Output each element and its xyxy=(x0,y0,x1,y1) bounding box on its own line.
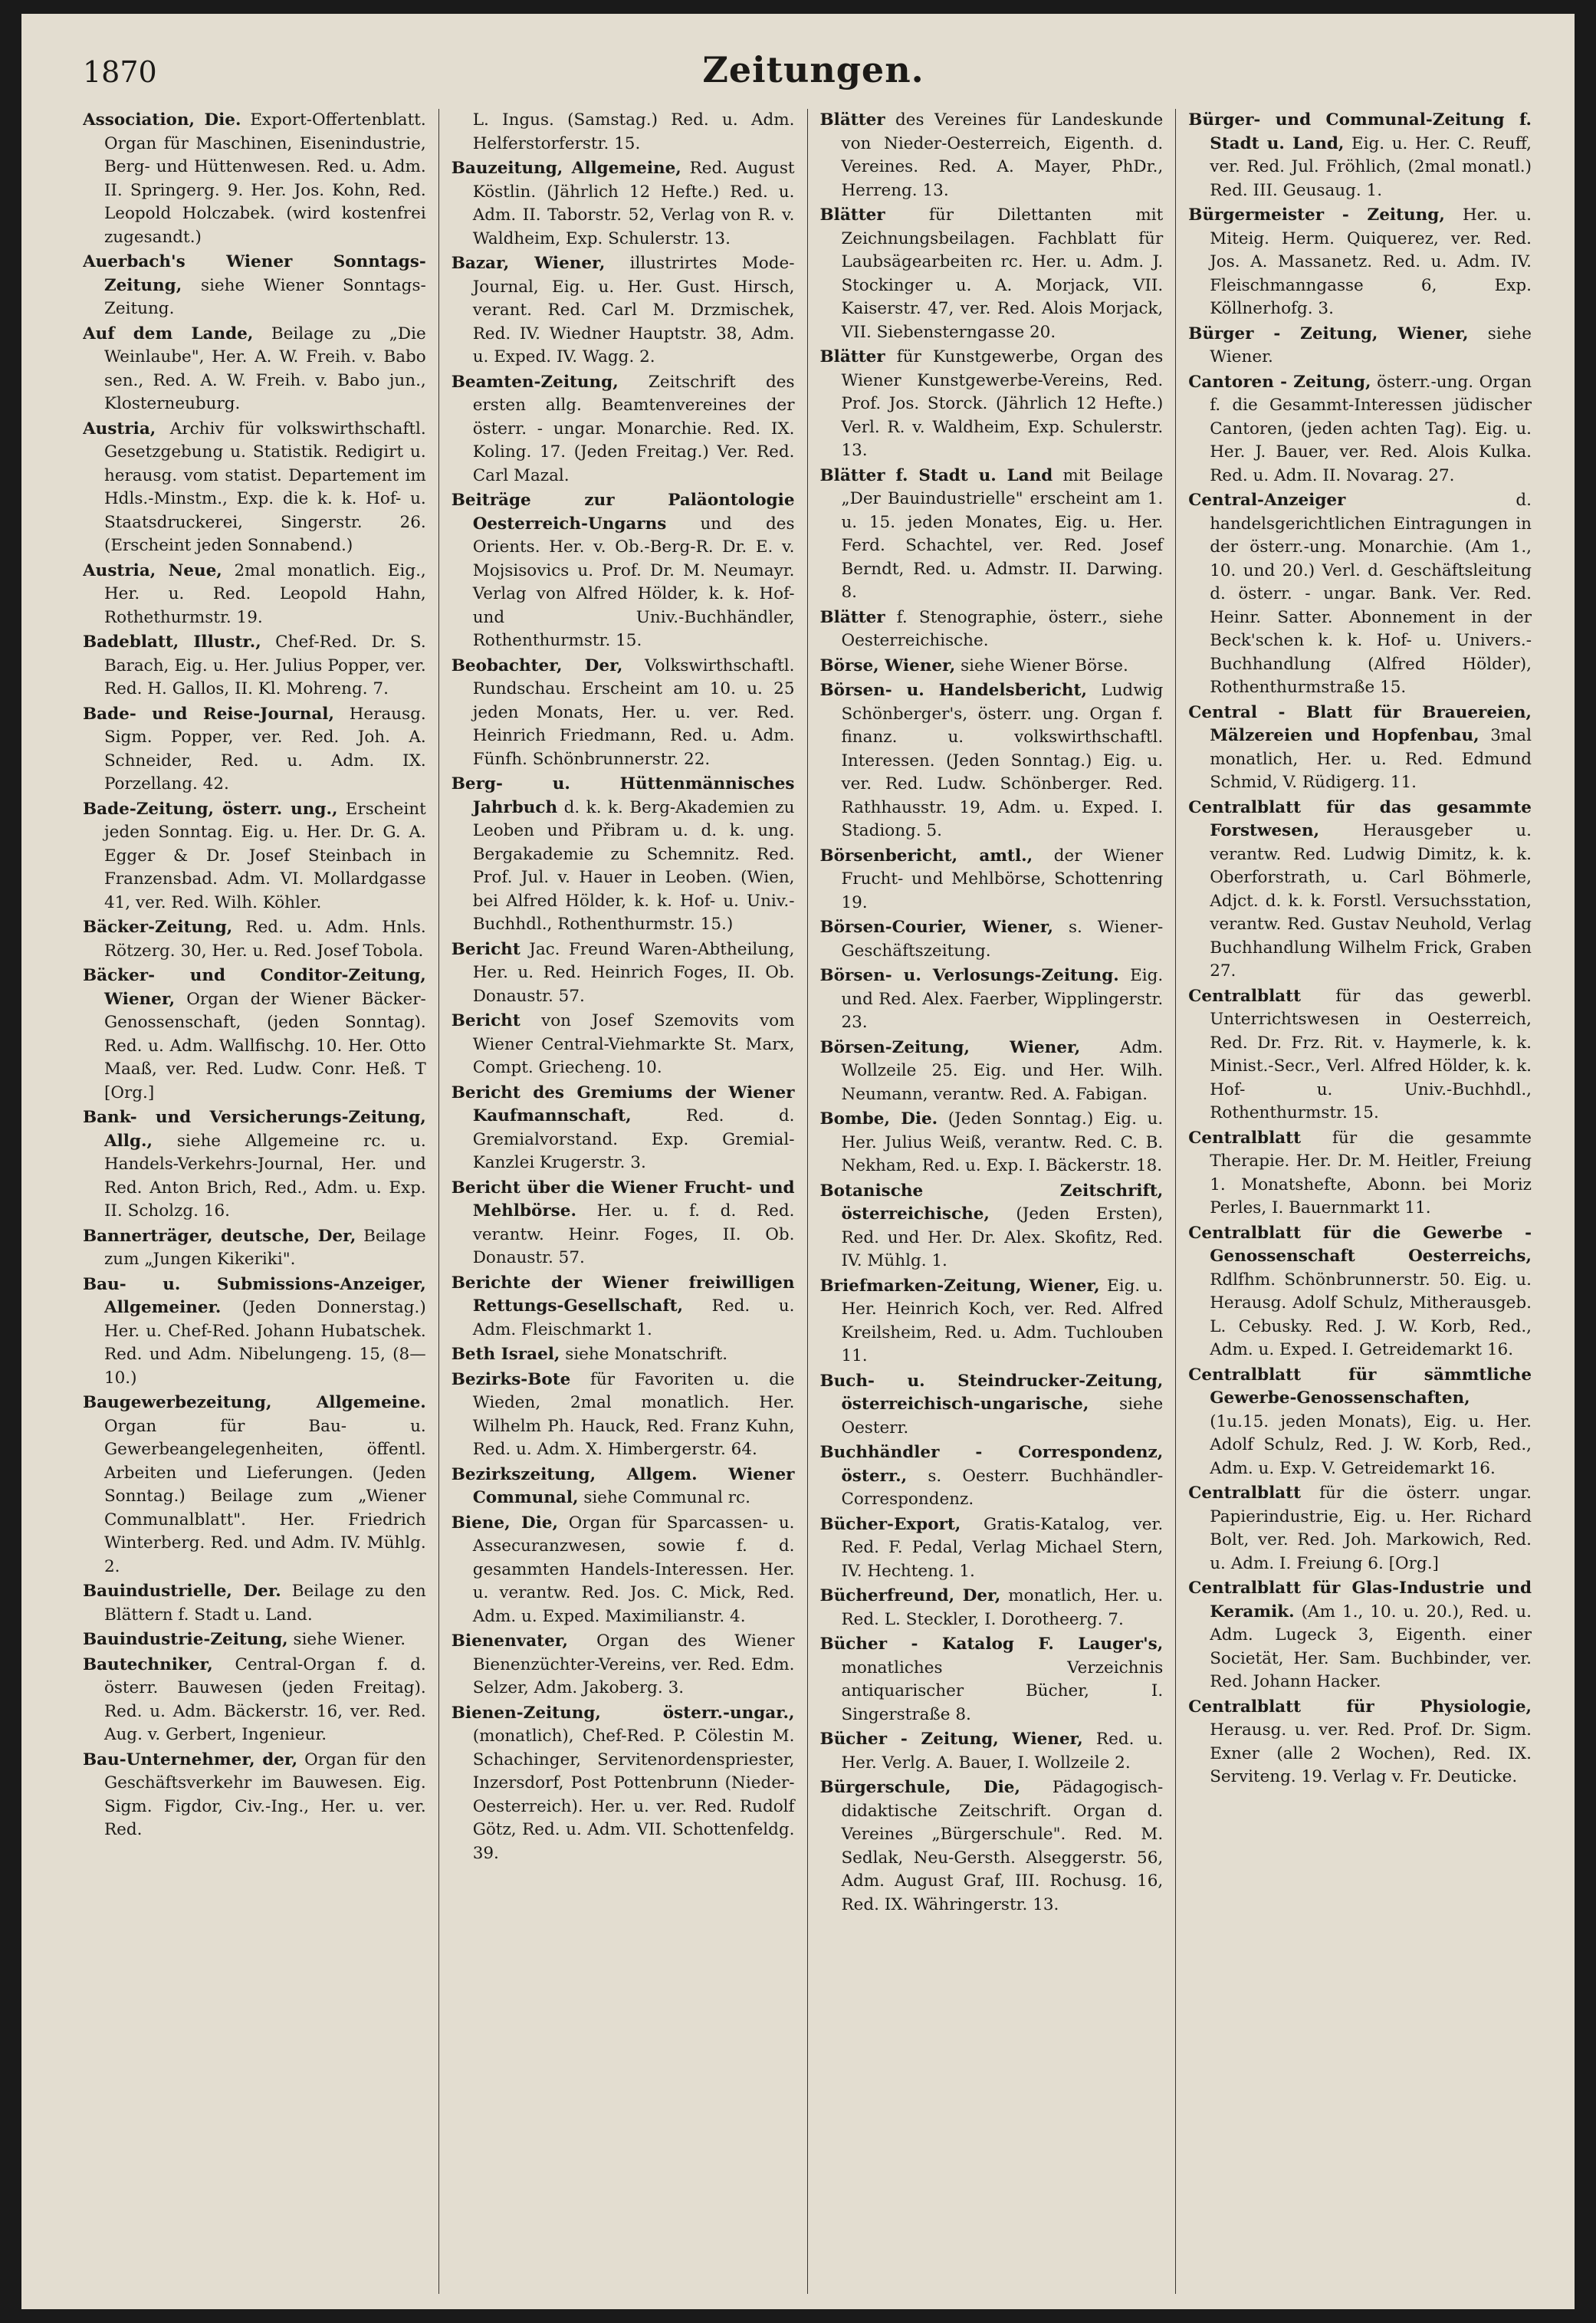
directory-entry xyxy=(452,489,795,653)
directory-entry xyxy=(820,655,1164,678)
entry-text: für Kunstgewerbe, Organ des Wiener Kunstgewerbe-Vereins, Red. Prof. Jos. Storck. (Jährlich 12 Hefte.) Verl. R. v. Waldheim, Exp. Schulerstr. 13. xyxy=(841,347,1164,460)
entry-headword: Bauindustrielle, Der. xyxy=(83,1582,281,1601)
entry-headword: Bade-Zeitung, österr. ung., xyxy=(83,799,338,819)
entry-text: (Jeden Ersten), Red. und Her. Dr. Alex. Skofitz, Red. IV. Mühlg. 1. xyxy=(841,1204,1164,1270)
entry-text: Eig. u. Her. C. Reuff, ver. Red. Jul. Fröhlich, (2mal monatl.) Red. III. Geusaug. 1. xyxy=(1210,133,1532,200)
entry-headword: Centralblatt xyxy=(1188,1484,1302,1503)
entry-text: Ludwig Schönberger's, österr. ung. Organ f. finanz. u. volkswirthschaftl. Interessen. (Jeden Sonntag.) Eig. u. ver. Red. Ludw. Schönberger. Red. Rathhausstr. 19, Adm. u. Exped. I. Stadiong. 5. xyxy=(841,681,1164,840)
entry-headword: Bannerträger, deutsche, Der, xyxy=(83,1226,356,1246)
entry-text: siehe Communal rc. xyxy=(583,1488,750,1507)
entry-headword: Bürgermeister - Zeitung, xyxy=(1188,205,1445,225)
entry-headword: Bericht xyxy=(451,1011,521,1030)
directory-entry xyxy=(820,204,1164,344)
entry-headword: Bienen-Zeitung, österr.-ungar., xyxy=(451,1703,795,1723)
entry-text: Red. u. Adm. Fleischmarkt 1. xyxy=(472,1296,795,1339)
directory-entry xyxy=(1188,1222,1532,1362)
entry-text: Zeitschrift des ersten allg. Beamtenvereines der österr. - ungar. Monarchie. Red. IX. Koling. 17. (Jeden Freitag.) Ver. Red. Carl Mazal. xyxy=(472,372,795,485)
entry-headword: Blätter xyxy=(819,347,885,366)
directory-entry xyxy=(1188,323,1532,370)
directory-entry xyxy=(820,1180,1164,1273)
entry-text: Pädagogisch-didaktische Zeitschrift. Organ d. Vereines „Bürgerschule". Red. M. Sedlak, Neu-Gersth. Alseggerstr. 56, Adm. August Graf, III. Rochusg. 16, Red. IX. Währingerstr. 13. xyxy=(841,1778,1164,1914)
entry-text: für Favoriten u. die Wieden, 2mal monatlich. Her. Wilhelm Ph. Hauck, Red. Franz Kuhn, Red. u. Adm. X. Himbergerstr. 64. xyxy=(472,1369,795,1459)
entry-text: Her. u. Miteig. Herm. Quiquerez, ver. Red. Jos. A. Massanetz. Red. u. Adm. IV. Fleischmanngasse 6, Exp. Köllnerhofg. 3. xyxy=(1210,205,1532,318)
directory-entry xyxy=(820,1728,1164,1775)
directory-entry xyxy=(820,1513,1164,1584)
entry-headword: Austria, Neue, xyxy=(83,560,222,580)
entry-text: Organ für Sparcassen- u. Assecuranzwesen, sowie f. d. gesammten Handels-Interessen. Her. u. verantw. Red. Jos. C. Mick, Red. Adm. u. Exped. Maximilianstr. 4. xyxy=(472,1513,795,1626)
entry-text: L. Ingus. (Samstag.) Red. u. Adm. Helferstorferstr. 15. xyxy=(472,110,795,153)
entry-headword: Centralblatt für die Gewerbe - Genossenschaft Oesterreichs, xyxy=(1188,1223,1532,1266)
entry-text: für die österr. ungar. Papierindustrie, Eig. u. Her. Richard Bolt, ver. Red. Joh. Markowich, Red. u. Adm. I. Freiung 6. [Org.] xyxy=(1210,1484,1532,1573)
entry-headword: Bauzeitung, Allgemeine, xyxy=(451,159,681,178)
entry-headword: Bericht über die Wiener Frucht- und Mehlbörse. xyxy=(451,1178,795,1221)
directory-entry xyxy=(1188,1482,1532,1576)
entry-text: Organ des Wiener Bienenzüchter-Vereins, ver. Red. Edm. Selzer, Adm. Jakoberg. 3. xyxy=(472,1631,795,1697)
entry-headword: Buch- u. Steindrucker-Zeitung, österreichisch-ungarische, xyxy=(819,1371,1164,1414)
entry-text: siehe Monatschrift. xyxy=(565,1345,728,1364)
directory-entry xyxy=(83,251,426,321)
directory-entry xyxy=(83,1749,426,1842)
entry-text: siehe Wiener. xyxy=(293,1630,406,1649)
entry-text: siehe Allgemeine rc. u. Handels-Verkehrs-Journal, Her. und Red. Anton Brich, Red., Adm. u. Exp. II. Scholzg. 16. xyxy=(103,1131,426,1221)
directory-entry xyxy=(83,1106,426,1224)
directory-entry xyxy=(83,1273,426,1391)
entry-headword: Beiträge zur Paläontologie Oesterreich-Ungarns xyxy=(451,491,795,534)
directory-entry xyxy=(452,655,795,772)
entry-text: für das gewerbl. Unterrichtswesen in Oesterreich, Red. Dr. Frz. Rit. v. Haymerle, k. k. Minist.-Secr., Verl. Alfred Hölder, k. k. Hof- u. Univ.-Buchhdl., Rothenthurmstr. 15. xyxy=(1210,986,1532,1122)
directory-entry xyxy=(1188,371,1532,488)
directory-entry xyxy=(452,1010,795,1080)
directory-entry xyxy=(1188,1696,1532,1789)
entry-headword: Bienenvater, xyxy=(451,1631,568,1651)
entry-text: Organ für Bau- u. Gewerbeangelegenheiten, öffentl. Arbeiten und Lieferungen. (Jeden Sonntag.) Beilage zum „Wiener Communalblatt". Her. Friedrich Winterberg. Red. und Adm. IV. Mühlg. 2. xyxy=(103,1416,426,1576)
entry-headword: Bauindustrie-Zeitung, xyxy=(83,1630,288,1649)
entry-text: Herausgeber u. verantw. Red. Ludwig Dimitz, k. k. Oberforstrath, u. Carl Böhmerle, Adjct. d. k. k. Forstl. Versuchsstation, verantw. Red. Gustav Neuhold, Verlag Buchhandlung Wilhelm Frick, Graben 27. xyxy=(1210,821,1532,981)
entry-text: Beilage zu den Blättern f. Stadt u. Land. xyxy=(103,1582,426,1625)
entry-headword: Börsenbericht, amtl., xyxy=(819,846,1033,866)
entry-text: Red. u. Adm. Hnls. Rötzerg. 30, Her. u. Red. Josef Tobola. xyxy=(103,918,426,961)
entry-text: (1u.15. jeden Monats), Eig. u. Her. Adolf Schulz, Red. J. W. Korb, Red., Adm. u. Exp. V. Getreidemarkt 16. xyxy=(1210,1411,1532,1478)
entry-headword: Auf dem Lande, xyxy=(83,324,254,343)
entry-text: siehe Wiener. xyxy=(1210,324,1532,366)
entry-text: Her. u. f. d. Red. verantw. Heinr. Foges, II. Ob. Donaustr. 57. xyxy=(472,1201,795,1267)
column-2 xyxy=(438,109,807,2294)
directory-entry xyxy=(83,916,426,963)
directory-entry xyxy=(452,1702,795,1866)
entry-text: Gratis-Katalog, ver. Red. F. Pedal, Verlag Michael Stern, IV. Hechteng. 1. xyxy=(841,1514,1164,1581)
entry-headword: Bücher-Export, xyxy=(819,1514,961,1534)
entry-text: Red. d. Gremialvorstand. Exp. Gremial-Kanzlei Krugerstr. 3. xyxy=(472,1106,795,1172)
column-4 xyxy=(1175,109,1544,2294)
entry-text: des Vereines für Landeskunde von Nieder-Oesterreich, Eigenth. d. Vereines. Red. A. Mayer, PhDr., Herreng. 13. xyxy=(841,110,1164,200)
entry-text: monatliches Verzeichnis antiquarischer Bücher, I. Singerstraße 8. xyxy=(841,1658,1164,1724)
directory-entry xyxy=(452,1177,795,1270)
directory-entry xyxy=(820,465,1164,605)
entry-headword: Bäcker-Zeitung, xyxy=(83,918,233,937)
entry-text: monatlich, Her. u. Red. L. Steckler, I. Dorotheerg. 7. xyxy=(841,1586,1164,1629)
entry-text: Adm. Wollzeile 25. Eig. und Her. Wilh. Neumann, verantw. Red. A. Fabigan. xyxy=(841,1037,1164,1104)
entry-headword: Bericht des Gremiums der Wiener Kaufmannschaft, xyxy=(451,1083,795,1125)
directory-entry xyxy=(1188,1127,1532,1221)
entry-text: Herausg. Sigm. Popper, ver. Red. Joh. A. Schneider, Red. u. Adm. IX. Porzellang. 42. xyxy=(103,704,426,794)
directory-entry xyxy=(1188,109,1532,202)
page-number: 1870 xyxy=(83,55,157,89)
entry-headword: Berichte der Wiener freiwilligen Rettungs-Gesellschaft, xyxy=(451,1273,795,1316)
directory-entry xyxy=(1188,204,1532,321)
entry-headword: Bau-Unternehmer, der, xyxy=(83,1750,298,1769)
directory-entry xyxy=(83,418,426,558)
directory-entry xyxy=(820,346,1164,463)
entry-headword: Börse, Wiener, xyxy=(819,656,956,675)
entry-headword: Association, Die. xyxy=(83,110,241,130)
entry-headword: Bürger- und Communal-Zeitung f. Stadt u. Land, xyxy=(1188,110,1532,153)
directory-entry xyxy=(83,109,426,249)
entry-headword: Austria, xyxy=(83,419,156,439)
directory-entry xyxy=(83,631,426,702)
directory-entry xyxy=(83,1225,426,1272)
entry-text: der Wiener Frucht- und Mehlbörse, Schottenring 19. xyxy=(841,846,1164,912)
entry-headword: Centralblatt für sämmtliche Gewerbe-Genossenschaften, xyxy=(1188,1365,1532,1408)
entry-headword: Blätter xyxy=(819,110,885,130)
directory-entry xyxy=(1188,489,1532,700)
entry-headword: Bau- u. Submissions-Anzeiger, Allgemeiner. xyxy=(83,1274,426,1317)
directory-entry xyxy=(452,773,795,937)
entry-text: d. handelsgerichtlichen Eintragungen in der österr.-ung. Monarchie. (Am 1., 10. und 20.) Verl. d. Geschäftsleitung d. österr. - ungar. Bank. Ver. Red. Heinr. Satter. Abonnement in der Beck'schen k. k. Hof- u. Univers.-Buchhandlung (Alfred Hölder), Rothenthurmstraße 15. xyxy=(1210,491,1532,697)
entry-text: Jac. Freund Waren-Abtheilung, Her. u. Red. Heinrich Foges, II. Ob. Donaustr. 57. xyxy=(472,939,795,1006)
entry-headword: Bäcker- und Conditor-Zeitung, Wiener, xyxy=(83,966,426,1009)
entry-text: Red. August Köstlin. (Jährlich 12 Hefte.) Red. u. Adm. II. Taborstr. 52, Verlag von R. v. Waldheim, Exp. Schulerstr. 13. xyxy=(472,159,795,248)
entry-headword: Biene, Die, xyxy=(451,1513,558,1533)
entry-headword: Centralblatt für Glas-Industrie und Keramik. xyxy=(1188,1579,1532,1622)
directory-entry xyxy=(83,1654,426,1747)
entry-text: (Am 1., 10. u. 20.), Red. u. Adm. Lugeck 3, Eigenth. einer Societät, Her. Sam. Buchbinder, ver. Red. Johann Hacker. xyxy=(1210,1602,1532,1691)
entry-headword: Bezirkszeitung, Allgem. Wiener Communal, xyxy=(451,1464,795,1507)
directory-entry xyxy=(820,109,1164,202)
directory-entry xyxy=(1188,1364,1532,1481)
entry-headword: Börsen- u. Handelsbericht, xyxy=(819,681,1087,700)
entry-headword: Bank- und Versicherungs-Zeitung, Allg., xyxy=(83,1108,426,1151)
entry-text: siehe Wiener Sonntags-Zeitung. xyxy=(103,275,426,318)
entry-headword: Bombe, Die. xyxy=(819,1109,938,1129)
entry-text: Beilage zu „Die Weinlaube", Her. A. W. Freih. v. Babo sen., Red. A. W. Freih. v. Babo jun., Klosterneuburg. xyxy=(103,324,426,413)
entry-headword: Blätter f. Stadt u. Land xyxy=(819,465,1053,485)
entry-headword: Central-Anzeiger xyxy=(1188,491,1346,510)
page-header xyxy=(83,49,1544,109)
entry-headword: Blätter xyxy=(819,205,885,225)
directory-entry xyxy=(820,1585,1164,1631)
entry-text: s. Wiener-Geschäftszeitung. xyxy=(841,918,1164,961)
directory-entry xyxy=(820,916,1164,963)
entry-headword: Bazar, Wiener, xyxy=(451,254,606,273)
entry-text: (monatlich), Chef-Red. P. Cölestin M. Schachinger, Servitenordenspriester, Inzersdorf, Post Pottenbrunn (Nieder-Oesterreich). Her. u. ver. Red. Rudolf Götz, Red. u. Adm. VII. Schottenfeldg. 39. xyxy=(472,1727,795,1863)
directory-entry xyxy=(452,157,795,251)
directory-entry xyxy=(83,964,426,1105)
directory-entry xyxy=(452,109,795,156)
directory-entry xyxy=(83,560,426,630)
entry-headword: Beth Israel, xyxy=(451,1345,560,1364)
directory-entry xyxy=(452,1082,795,1175)
entry-headword: Auerbach's Wiener Sonntags-Zeitung, xyxy=(83,252,426,295)
entry-headword: Briefmarken-Zeitung, Wiener, xyxy=(819,1276,1100,1296)
directory-entry xyxy=(820,845,1164,915)
directory-entry xyxy=(452,371,795,488)
entry-headword: Bücher - Zeitung, Wiener, xyxy=(819,1730,1083,1749)
directory-entry xyxy=(820,1441,1164,1512)
entry-headword: Centralblatt für Physiologie, xyxy=(1188,1697,1532,1717)
entry-headword: Badeblatt, Illustr., xyxy=(83,632,261,652)
entry-headword: Centralblatt für das gesammte Forstwesen, xyxy=(1188,797,1532,840)
column-1 xyxy=(83,109,438,2294)
entry-headword: Berg- u. Hüttenmännisches Jahrbuch xyxy=(451,774,795,817)
directory-entry xyxy=(820,1037,1164,1107)
entry-text: mit Beilage „Der Bauindustrielle" erscheint am 1. u. 15. jeden Monates, Eig. u. Her. Ferd. Schachtel, ver. Red. Josef Berndt, Red. u. Admstr. II. Darwing. 8. xyxy=(841,465,1164,602)
directory-entry xyxy=(820,1275,1164,1368)
entry-headword: Bericht xyxy=(451,939,521,959)
directory-entry xyxy=(820,1108,1164,1178)
entry-text: Export-Offertenblatt. Organ für Maschinen, Eisenindustrie, Berg- und Hüttenwesen. Red. u. Adm. II. Springerg. 9. Her. Jos. Kohn, Red. Leopold Holczabek. (wird kostenfrei zugesandt.) xyxy=(103,110,426,247)
directory-entry xyxy=(1188,985,1532,1125)
directory-entry xyxy=(452,1343,795,1367)
directory-entry xyxy=(452,1272,795,1342)
entry-text: Rdlfhm. Schönbrunnerstr. 50. Eig. u. Herausg. Adolf Schulz, Mitherausgeb. L. Cebusky. Red. J. W. Korb, Red., Adm. u. Exped. I. Getreidemarkt 16. xyxy=(1210,1270,1532,1359)
entry-text: Organ der Wiener Bäcker-Genossenschaft, (jeden Sonntag). Red. u. Adm. Wallfischg. 10. Her. Otto Maaß, ver. Red. Ludw. Conr. Heß. T [Org.] xyxy=(103,989,426,1102)
entry-headword: Bezirks-Bote xyxy=(451,1369,571,1389)
directory-entry xyxy=(83,1580,426,1627)
directory-entry xyxy=(452,938,795,1009)
directory-entry xyxy=(452,1464,795,1510)
directory-entry xyxy=(820,679,1164,843)
entry-text: Red. u. Her. Verlg. A. Bauer, I. Wollzeile 2. xyxy=(841,1730,1164,1773)
entry-text: Erscheint jeden Sonntag. Eig. u. Her. Dr. G. A. Egger & Dr. Josef Steinbach in Franzensbad. Adm. VI. Mollardgasse 41, ver. Red. Wilh. Köhler. xyxy=(103,799,426,912)
directory-entry xyxy=(83,1392,426,1579)
entry-headword: Börsen-Courier, Wiener, xyxy=(819,918,1053,937)
directory-entry xyxy=(83,323,426,416)
entry-text: für die gesammte Therapie. Her. Dr. M. Heitler, Freiung 1. Monatshefte, Abonn. bei Moriz Perles, I. Bauernmarkt 11. xyxy=(1210,1128,1532,1217)
directory-entry xyxy=(820,606,1164,653)
directory-entry xyxy=(452,1512,795,1629)
entry-text: 3mal monatlich, Her. u. Red. Edmund Schmid, V. Rüdigerg. 11. xyxy=(1210,726,1532,792)
entry-text: Volkswirthschaftl. Rundschau. Erscheint am 10. u. 25 jeden Monats, Her. u. ver. Red. Heinrich Friedmann, Red. u. Adm. Fünfh. Schönbrunnerstr. 22. xyxy=(472,656,795,769)
entry-headword: Bürger - Zeitung, Wiener, xyxy=(1188,324,1469,343)
entry-text: Herausg. u. ver. Red. Prof. Dr. Sigm. Exner (alle 2 Wochen), Red. IX. Serviteng. 19. Verlag v. Fr. Deuticke. xyxy=(1210,1720,1532,1786)
entry-text: Archiv für volkswirthschaftl. Gesetzgebung u. Statistik. Redigirt u. herausg. vom statist. Departement im Hdls.-Minstm., Exp. die k. k. Hof- u. Staatsdruckerei, Singerstr. 26. (Erscheint jeden Sonnabend.) xyxy=(103,419,426,555)
entry-headword: Beobachter, Der, xyxy=(451,656,623,675)
entry-text: Chef-Red. Dr. S. Barach, Eig. u. Her. Julius Popper, ver. Red. H. Gallos, II. Kl. Mohreng. 7. xyxy=(103,632,426,698)
entry-headword: Bade- und Reise-Journal, xyxy=(83,704,334,724)
directory-entry xyxy=(1188,1577,1532,1694)
entry-headword: Bücherfreund, Der, xyxy=(819,1586,1001,1605)
columns xyxy=(83,109,1544,2294)
entry-headword: Bürgerschule, Die, xyxy=(819,1778,1020,1797)
directory-page xyxy=(21,14,1575,2309)
column-3 xyxy=(807,109,1176,2294)
entry-text: für Dilettanten mit Zeichnungsbeilagen. Fachblatt für Laubsägearbeiten rc. Her. u. Adm. J. Stockinger u. A. Morjack, VII. Kaiserstr. 47, ver. Red. Alois Morjack, VII. Siebensterngasse 20. xyxy=(841,205,1164,342)
directory-entry xyxy=(83,798,426,915)
entry-text: von Josef Szemovits vom Wiener Central-Viehmarkte St. Marx, Compt. Griecheng. 10. xyxy=(472,1011,795,1077)
entry-headword: Beamten-Zeitung, xyxy=(451,372,619,392)
directory-entry xyxy=(452,1368,795,1462)
running-title: Zeitungen. xyxy=(702,49,924,90)
directory-entry xyxy=(452,1630,795,1700)
entry-text: österr.-ung. Organ f. die Gesammt-Interessen jüdischer Cantoren, (jeden achten Tag). Eig. u. Her. J. Bauer, ver. Red. Alois Kulka. Red. u. Adm. II. Novarag. 27. xyxy=(1210,372,1532,485)
entry-headword: Central - Blatt für Brauereien, Mälzereien und Hopfenbau, xyxy=(1188,702,1532,745)
entry-text: Central-Organ f. d. österr. Bauwesen (jeden Freitag). Red. u. Adm. Bäckerstr. 16, ver. Red. Aug. v. Gerbert, Ingenieur. xyxy=(103,1654,426,1744)
entry-headword: Bautechniker, xyxy=(83,1654,213,1674)
entry-headword: Börsen-Zeitung, Wiener, xyxy=(819,1037,1081,1057)
entry-headword: Blätter xyxy=(819,607,885,627)
entry-text: illustrirtes Mode-Journal, Eig. u. Her. Gust. Hirsch, verant. Red. Carl M. Drzmischek, Red. IV. Wiedner Hauptstr. 38, Adm. u. Exped. IV. Wagg. 2. xyxy=(472,254,795,366)
entry-headword: Baugewerbezeitung, Allgemeine. xyxy=(83,1393,426,1412)
directory-entry xyxy=(820,1370,1164,1441)
entry-text: s. Oesterr. Buchhändler-Correspondenz. xyxy=(841,1466,1164,1509)
entry-text: Eig. und Red. Alex. Faerber, Wipplingerstr. 23. xyxy=(841,966,1164,1032)
directory-entry xyxy=(820,964,1164,1035)
entry-text: Organ für den Geschäftsverkehr im Bauwesen. Eig. Sigm. Figdor, Civ.-Ing., Her. u. ver. Red. xyxy=(103,1750,426,1839)
entry-text: siehe Wiener Börse. xyxy=(961,656,1128,675)
directory-entry xyxy=(452,252,795,370)
entry-headword: Centralblatt xyxy=(1188,1128,1302,1148)
entry-headword: Centralblatt xyxy=(1188,986,1302,1006)
entry-headword: Botanische Zeitschrift, österreichische, xyxy=(819,1181,1164,1224)
entry-text: (Jeden Donnerstag.) Her. u. Chef-Red. Johann Hubatschek. Red. und Adm. Nibelungeng. 15, (8—10.) xyxy=(103,1298,426,1388)
entry-text: und des Orients. Her. v. Ob.-Berg-R. Dr. E. v. Mojsisovics u. Prof. Dr. M. Neumayr. Verlag von Alfred Hölder, k. k. Hof- und Univ.-Buchhändler, Rothenthurmstr. 15. xyxy=(472,514,795,650)
entry-headword: Cantoren - Zeitung, xyxy=(1188,372,1371,392)
entry-text: 2mal monatlich. Eig., Her. u. Red. Leopold Hahn, Rothethurmstr. 19. xyxy=(103,560,426,627)
entry-text: f. Stenographie, österr., siehe Oesterreichische. xyxy=(841,607,1164,650)
entry-text: d. k. k. Berg-Akademien zu Leoben und Přibram u. d. k. ung. Bergakademie zu Schemnitz. Red. Prof. Jul. v. Hauer in Leoben. (Wien, bei Alfred Hölder, k. k. Hof- u. Univ.-Buchhdl., Rothenthurmstr. 15.) xyxy=(472,797,795,934)
directory-entry xyxy=(1188,797,1532,984)
entry-headword: Buchhändler - Correspondenz, österr., xyxy=(819,1443,1164,1486)
directory-entry xyxy=(820,1776,1164,1917)
directory-entry xyxy=(820,1633,1164,1727)
entry-headword: Bücher - Katalog F. Lauger's, xyxy=(819,1635,1164,1654)
directory-entry xyxy=(83,703,426,797)
entry-text: siehe Oesterr. xyxy=(841,1395,1164,1438)
entry-headword: Börsen- u. Verlosungs-Zeitung. xyxy=(819,966,1119,985)
entry-text: Eig. u. Her. Heinrich Koch, ver. Red. Alfred Kreilsheim, Red. u. Adm. Tuchlouben 11. xyxy=(841,1276,1164,1365)
directory-entry xyxy=(83,1628,426,1652)
entry-text: Beilage zum „Jungen Kikeriki". xyxy=(103,1226,426,1269)
entry-text: (Jeden Sonntag.) Eig. u. Her. Julius Weiß, verantw. Red. C. B. Nekham, Red. u. Exp. I. Bäckerstr. 18. xyxy=(841,1109,1164,1175)
directory-entry xyxy=(1188,702,1532,795)
